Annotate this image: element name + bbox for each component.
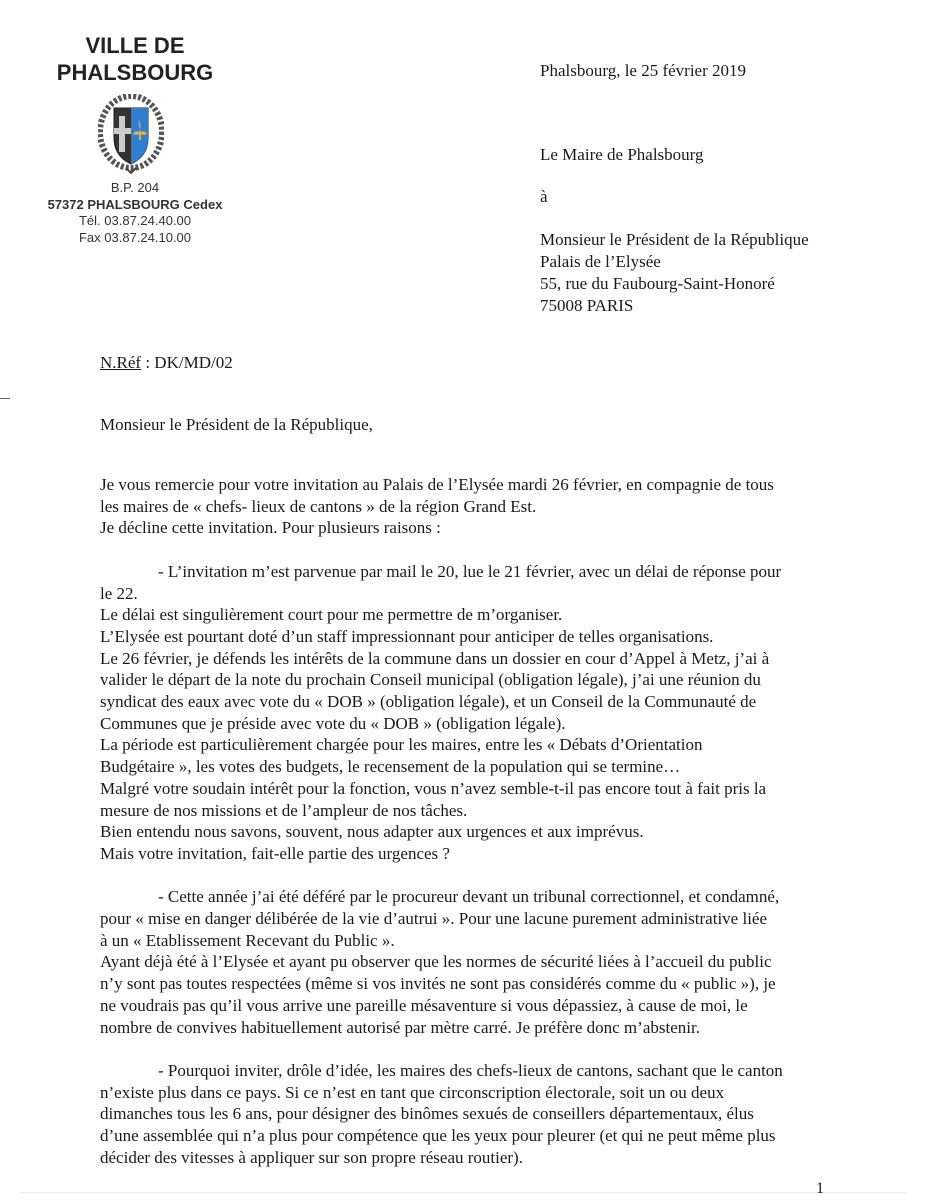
- recipient-block: [540, 229, 809, 317]
- recipient-line: Monsieur le Président de la République: [540, 230, 809, 249]
- body-line: nombre de convives habituellement autorisé par mètre carré. Je préfère donc m’abstenir.: [100, 1017, 700, 1037]
- letter-body: [100, 474, 783, 1168]
- body-line: syndicat des eaux avec vote du « DOB » (obligation légale), et un Conseil de la Communauté de: [100, 692, 757, 712]
- body-line: Bien entendu nous savons, souvent, nous adapter aux urgences et aux imprévus.: [100, 822, 644, 842]
- body-line: dimanches tous les 6 ans, pour désigner des binômes sexués de conseillers départementaux, élus: [100, 1104, 754, 1124]
- paragraph-gap: [100, 539, 783, 561]
- city-line-1: VILLE DE: [85, 33, 185, 58]
- recipient-line: Palais de l’Elysée: [540, 252, 661, 271]
- body-line: pour « mise en danger délibérée de la vie d’autrui ». Pour une lacune purement administrative liée: [100, 909, 768, 929]
- footer-rule: [20, 1192, 907, 1193]
- body-line: n’y sont pas toutes respectées (même si vos invités ne sont pas considérés comme du « public »), je: [100, 974, 776, 994]
- salutation: Monsieur le Président de la République,: [100, 415, 373, 434]
- body-line: Mais votre invitation, fait-elle partie des urgences ?: [100, 843, 450, 863]
- body-line: Malgré votre soudain intérêt pour la fonction, vous n’avez semble-t-il pas encore tout à fait pris la: [100, 778, 767, 798]
- body-line: Ayant déjà été à l’Elysée et ayant pu observer que les normes de sécurité liées à l’accueil du public: [100, 952, 772, 972]
- body-line: Le délai est singulièrement court pour me permettre de m’organiser.: [100, 605, 563, 625]
- paragraph-gap: [100, 1038, 783, 1060]
- body-line: décider des vitesses à appliquer sur son propre réseau routier).: [100, 1147, 523, 1167]
- body-line: ne voudrais pas qu’il vous arrive une pareille mésaventure si vous dépassiez, à cause de moi, le: [100, 995, 748, 1015]
- reference-value: : DK/MD/02: [141, 353, 233, 372]
- letterhead-city: [40, 32, 230, 86]
- page-number: 1: [816, 1180, 824, 1197]
- to-word: à: [540, 187, 548, 206]
- body-line: le 22.: [100, 583, 138, 603]
- fold-mark: [0, 398, 10, 399]
- body-line: à un « Etablissement Recevant du Public ».: [100, 930, 395, 950]
- sender: Le Maire de Phalsbourg: [540, 145, 704, 164]
- letterhead-address: [40, 180, 230, 246]
- coat-of-arms-icon: [98, 94, 164, 174]
- body-line: n’existe plus dans ce pays. Si ce n’est en tant que circonscription électorale, soit un ou deux: [100, 1082, 725, 1102]
- recipient-line: 55, rue du Faubourg-Saint-Honoré: [540, 274, 775, 293]
- body-line: L’Elysée est pourtant doté d’un staff impressionnant pour anticiper de telles organisations.: [100, 626, 714, 646]
- po-box: B.P. 204: [110, 180, 160, 195]
- body-line: Le 26 février, je défends les intérêts de la commune dans un dossier en cour d’Appel à Metz, j’ai à: [100, 648, 770, 668]
- body-line: La période est particulièrement chargée pour les maires, entre les « Débats d’Orientation: [100, 735, 703, 755]
- body-line: valider le départ de la note du prochain Conseil municipal (obligation légale), j’ai une réunion du: [100, 670, 761, 690]
- body-line: - Pourquoi inviter, drôle d’idée, les maires des chefs-lieux de cantons, sachant que le canton: [158, 1060, 783, 1080]
- reference-label: N.Réf: [100, 353, 142, 372]
- reference: [100, 353, 233, 373]
- recipient-line: 75008 PARIS: [540, 296, 634, 315]
- body-line: - Cette année j’ai été déféré par le procureur devant un tribunal correctionnel, et condamné,: [158, 887, 780, 907]
- postal-address: 57372 PHALSBOURG Cedex: [47, 196, 223, 212]
- body-line: Je vous remercie pour votre invitation au Palais de l’Elysée mardi 26 février, en compagnie de tous: [100, 475, 774, 494]
- body-line: d’une assemblée qui n’a plus pour compétence que les yeux pour pleurer (et qui ne peut même plus: [100, 1126, 776, 1146]
- fax: Fax 03.87.24.10.00: [78, 229, 192, 245]
- paragraph-gap: [100, 865, 783, 887]
- city-line-2: PHALSBOURG: [56, 60, 214, 85]
- body-line: les maires de « chefs- lieux de cantons » de la région Grand Est.: [100, 496, 537, 516]
- body-line: mesure de nos missions et de l’ampleur de nos tâches.: [100, 800, 468, 820]
- phone: Tél. 03.87.24.40.00: [78, 213, 192, 228]
- body-line: - L’invitation m’est parvenue par mail le 20, lue le 21 février, avec un délai de réponse pour: [158, 561, 782, 581]
- body-line: Communes que je préside avec vote du « DOB » (obligation légale).: [100, 713, 566, 733]
- body-line: Budgétaire », les votes des budgets, le recensement de la population qui se termine…: [100, 757, 681, 777]
- date-line: Phalsbourg, le 25 février 2019: [540, 61, 747, 80]
- body-line: Je décline cette invitation. Pour plusieurs raisons :: [100, 518, 441, 538]
